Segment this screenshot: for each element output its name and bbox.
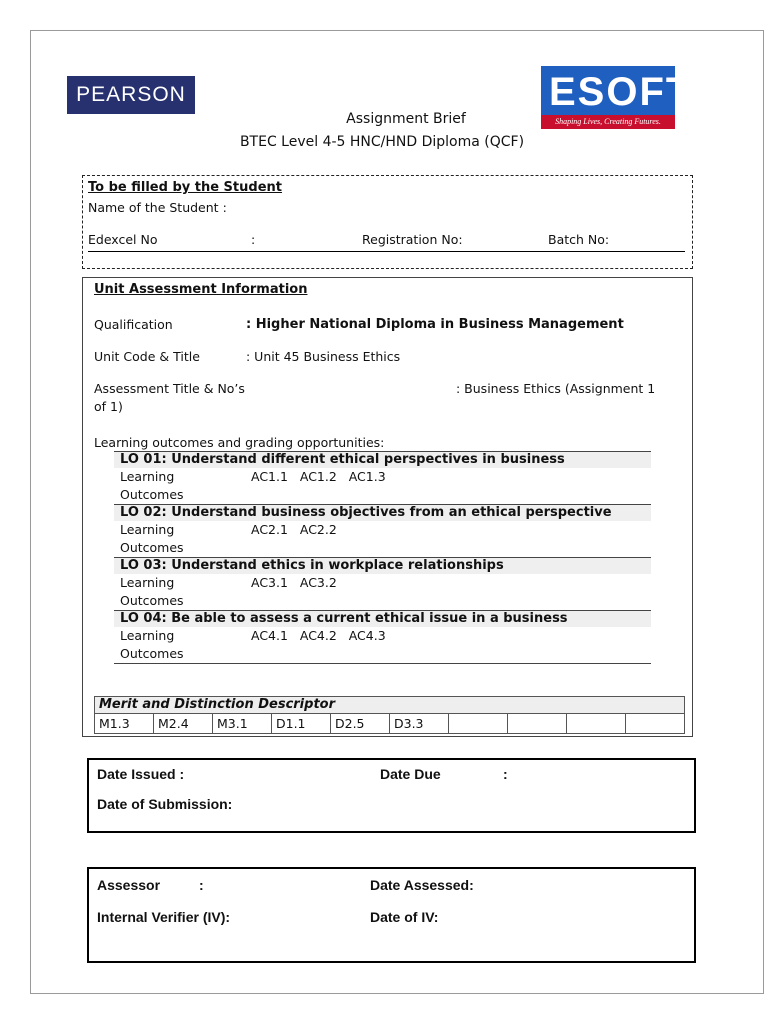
outcomes-bottom-rule (114, 663, 651, 664)
date-of-iv-label: Date of IV: (370, 909, 439, 925)
assessor-section (87, 867, 696, 963)
student-name-separator: : (222, 200, 227, 215)
merit-cell: M1.3 (95, 714, 154, 733)
qualification-value: : Higher National Diploma in Business Management (246, 317, 624, 332)
edexcel-label: Edexcel No (88, 232, 158, 247)
date-due-separator: : (503, 766, 508, 782)
merit-cell (449, 714, 508, 733)
esoft-tagline: Shaping Lives, Creating Futures. (541, 115, 675, 129)
outcome-criteria-row (114, 574, 651, 610)
merit-cell: M3.1 (213, 714, 272, 733)
outcome-row-label: Learning (120, 575, 175, 590)
date-due-label: Date Due (380, 766, 441, 782)
merit-cell: M2.4 (154, 714, 213, 733)
outcome-title: LO 02: Understand business objectives from an ethical perspective (114, 504, 651, 521)
learning-outcomes-label: Learning outcomes and grading opportunities: (94, 435, 385, 450)
outcome-row-label: Learning (120, 628, 175, 643)
page-title: Assignment Brief (346, 111, 466, 127)
outcome-row-label: Learning (120, 522, 175, 537)
esoft-logo-text: ESOFT (549, 70, 693, 114)
outcome-row-label-cont: Outcomes (120, 593, 184, 608)
merit-cell (567, 714, 626, 733)
date-submission-label: Date of Submission: (97, 796, 233, 812)
pearson-logo (67, 76, 195, 114)
learning-outcome (114, 610, 651, 663)
page-subtitle: BTEC Level 4-5 HNC/HND Diploma (QCF) (239, 134, 525, 150)
unit-code-value: : Unit 45 Business Ethics (246, 349, 401, 364)
document-page (30, 30, 764, 994)
edexcel-separator: : (251, 232, 256, 247)
student-name-label: Name of the Student (88, 200, 219, 215)
date-issued-label: Date Issued : (97, 766, 185, 782)
outcome-row-label: Learning (120, 469, 175, 484)
student-divider (88, 251, 685, 252)
merit-distinction-table (94, 696, 685, 734)
outcome-criteria: AC2.1 AC2.2 (251, 522, 337, 537)
assessor-label: Assessor (97, 877, 161, 893)
merit-cell (508, 714, 567, 733)
student-section (82, 175, 693, 269)
assessment-title-value-cont: of 1) (94, 399, 123, 414)
internal-verifier-label: Internal Verifier (IV): (97, 909, 231, 925)
dates-section (87, 758, 696, 833)
assessment-title-value: : Business Ethics (Assignment 1 (456, 381, 656, 396)
outcome-criteria: AC4.1 AC4.2 AC4.3 (251, 628, 386, 643)
unit-code-label: Unit Code & Title (94, 349, 200, 364)
outcome-title: LO 01: Understand different ethical perspectives in business (114, 451, 651, 468)
student-section-heading: To be filled by the Student (88, 180, 282, 195)
date-assessed-label: Date Assessed: (370, 877, 474, 893)
unit-section-heading: Unit Assessment Information (94, 282, 308, 297)
outcome-criteria-row (114, 468, 651, 504)
learning-outcome (114, 504, 651, 557)
qualification-label: Qualification (94, 317, 173, 332)
outcome-criteria-row (114, 627, 651, 663)
merit-cell: D3.3 (390, 714, 449, 733)
outcome-criteria: AC3.1 AC3.2 (251, 575, 337, 590)
learning-outcome (114, 451, 651, 504)
merit-cell: D2.5 (331, 714, 390, 733)
outcome-title: LO 04: Be able to assess a current ethical issue in a business (114, 610, 651, 627)
merit-heading: Merit and Distinction Descriptor (95, 697, 684, 714)
pearson-logo-text: PEARSON (76, 83, 186, 106)
outcome-row-label-cont: Outcomes (120, 487, 184, 502)
outcome-row-label-cont: Outcomes (120, 540, 184, 555)
merit-cell (626, 714, 684, 733)
merit-cell: D1.1 (272, 714, 331, 733)
outcome-criteria-row (114, 521, 651, 557)
assessor-separator: : (199, 877, 204, 893)
student-name-row (88, 200, 227, 215)
assessment-title-label: Assessment Title & No’s (94, 381, 245, 396)
registration-label: Registration No: (362, 232, 463, 247)
outcome-criteria: AC1.1 AC1.2 AC1.3 (251, 469, 386, 484)
outcome-title: LO 03: Understand ethics in workplace relationships (114, 557, 651, 574)
learning-outcome (114, 557, 651, 610)
learning-outcomes-table (114, 451, 651, 664)
outcome-row-label-cont: Outcomes (120, 646, 184, 661)
merit-row (95, 714, 684, 733)
unit-assessment-section (82, 277, 693, 737)
batch-label: Batch No: (548, 232, 610, 247)
